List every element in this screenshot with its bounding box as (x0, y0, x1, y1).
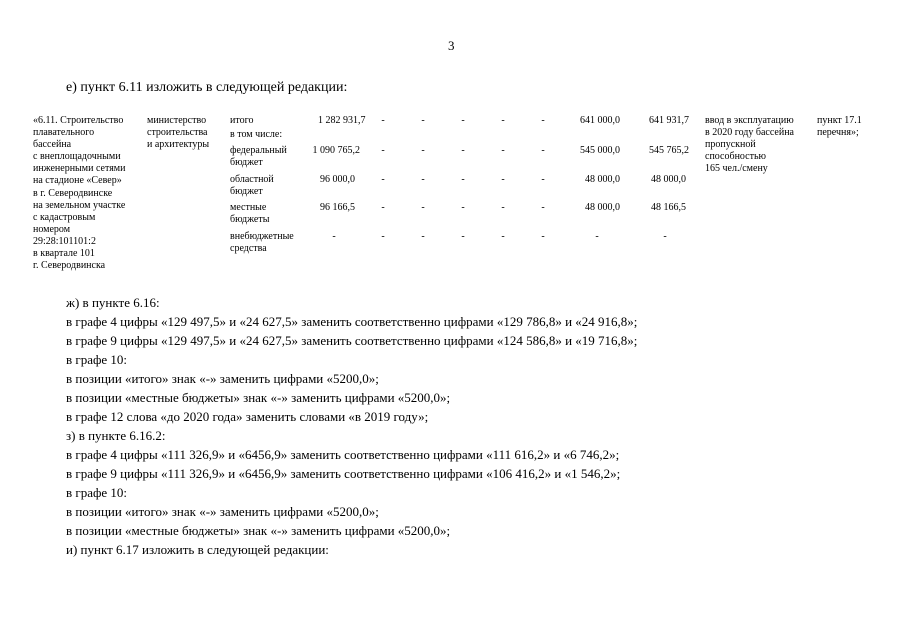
table-year-cell: - (381, 231, 385, 242)
table-total-cell: 1 282 931,7 (318, 115, 366, 126)
table-result-cell (705, 115, 794, 175)
table-2020-cell: 641 000,0 (580, 115, 620, 126)
text-line: «6.11. Строительство (33, 115, 124, 126)
text-line: итого (230, 115, 254, 126)
table-year-cell: - (501, 115, 505, 126)
paragraph-line: в графе 9 цифры «129 497,5» и «24 627,5» заменить соответственно цифрами «124 586,8» и «19 716,8»; (66, 333, 638, 348)
table-sum-cell: 641 931,7 (649, 115, 689, 126)
text-line: в квартале 101 (33, 248, 95, 260)
text-line: в 2020 году бассейна (705, 127, 794, 139)
table-year-cell: - (501, 202, 505, 213)
paragraph-line: в графе 12 слова «до 2020 года» заменить словами «в 2019 году»; (66, 409, 429, 424)
table-sum-cell: 48 166,5 (651, 202, 686, 213)
page-number: 3 (448, 38, 455, 53)
amendment-text (66, 293, 637, 559)
table-year-cell: - (461, 115, 465, 126)
text-line: на стадионе «Север» (33, 175, 122, 187)
table-sum-cell: - (663, 231, 667, 242)
table-source-cell (230, 174, 274, 198)
table-total-cell: 96 000,0 (320, 174, 355, 185)
table-ministry-cell (147, 115, 209, 151)
table-total-cell: 96 166,5 (320, 202, 355, 213)
section-heading: е) пункт 6.11 изложить в следующей редакции: (66, 80, 348, 95)
table-year-cell: - (381, 202, 385, 213)
text-line: 29:28:101101:2 (33, 235, 96, 247)
text-line: местные (230, 202, 267, 213)
table-year-cell: - (461, 202, 465, 213)
table-year-cell: - (461, 231, 465, 242)
table-sum-cell: 48 000,0 (651, 174, 686, 185)
text-line: бюджет (230, 186, 263, 198)
table-year-cell: - (461, 145, 465, 156)
table-year-cell: - (421, 145, 425, 156)
table-year-cell: - (421, 202, 425, 213)
text-line: в том числе: (230, 129, 283, 140)
table-year-cell: - (501, 174, 505, 185)
paragraph-line: ж) в пункте 6.16: (66, 295, 160, 310)
text-line: с внеплощадочными (33, 151, 121, 163)
paragraph-line: и) пункт 6.17 изложить в следующей редакции: (66, 542, 329, 557)
paragraph-line: в позиции «итого» знак «-» заменить цифрами «5200,0»; (66, 504, 379, 519)
text-line: строительства (147, 127, 208, 139)
paragraph-line: в графе 4 цифры «129 497,5» и «24 627,5» заменить соответственно цифрами «129 786,8» и «24 916,8»; (66, 314, 638, 329)
text-line: плавательного (33, 127, 95, 139)
table-source-cell (230, 145, 287, 169)
text-line: на земельном участке (33, 199, 126, 211)
text-line: в г. Северодвинске (33, 187, 113, 199)
table-source-cell (230, 115, 253, 127)
text-line: перечня»; (817, 127, 859, 139)
paragraph-line: в позиции «итого» знак «-» заменить цифрами «5200,0»; (66, 371, 379, 386)
text-line: пропускной (705, 139, 756, 151)
table-year-cell: - (541, 145, 545, 156)
text-line: пункт 17.1 (817, 115, 862, 126)
table-2020-cell: - (595, 231, 599, 242)
table-year-cell: - (381, 174, 385, 185)
table-year-cell: - (461, 174, 465, 185)
paragraph-line: в графе 4 цифры «111 326,9» и «6456,9» заменить соответственно цифрами «111 616,2» и «6 746,2»; (66, 447, 620, 462)
text-line: федеральный (230, 145, 287, 156)
paragraph-line: в графе 9 цифры «111 326,9» и «6456,9» заменить соответственно цифрами «106 416,2» и «1 546,2»; (66, 466, 621, 481)
table-total-cell: - (332, 231, 336, 242)
text-line: с кадастровым (33, 211, 96, 223)
table-2020-cell: 48 000,0 (585, 174, 620, 185)
text-line: номером (33, 223, 71, 235)
table-year-cell: - (541, 174, 545, 185)
table-2020-cell: 48 000,0 (585, 202, 620, 213)
paragraph-line: в графе 10: (66, 352, 128, 367)
text-line: инженерными сетями (33, 163, 126, 175)
table-source-cell (230, 202, 269, 226)
table-description-cell (33, 115, 125, 272)
text-line: средства (230, 243, 267, 255)
table-2020-cell: 545 000,0 (580, 145, 620, 156)
text-line: бюджет (230, 157, 263, 169)
table-year-cell: - (541, 115, 545, 126)
text-line: внебюджетные (230, 231, 294, 242)
table-sum-cell: 545 765,2 (649, 145, 689, 156)
text-line: бюджеты (230, 214, 270, 226)
table-year-cell: - (421, 231, 425, 242)
table-reference-cell (817, 115, 862, 139)
paragraph-line: в позиции «местные бюджеты» знак «-» заменить цифрами «5200,0»; (66, 523, 451, 538)
table-year-cell: - (501, 145, 505, 156)
text-line: министерство (147, 115, 207, 126)
text-line: г. Северодвинска (33, 260, 106, 272)
table-total-cell: 1 090 765,2 (312, 145, 360, 156)
table-year-cell: - (381, 145, 385, 156)
table-source-cell (230, 129, 282, 141)
table-year-cell: - (541, 202, 545, 213)
table-year-cell: - (381, 115, 385, 126)
text-line: способностью (705, 151, 767, 163)
table-year-cell: - (421, 174, 425, 185)
paragraph-line: в графе 10: (66, 485, 128, 500)
text-line: бассейна (33, 139, 72, 151)
paragraph-line: з) в пункте 6.16.2: (66, 428, 166, 443)
table-year-cell: - (421, 115, 425, 126)
text-line: ввод в эксплуатацию (705, 115, 794, 126)
text-line: областной (230, 174, 274, 185)
table-source-cell (230, 231, 294, 255)
paragraph-line: в позиции «местные бюджеты» знак «-» заменить цифрами «5200,0»; (66, 390, 451, 405)
text-line: 165 чел./смену (705, 163, 768, 175)
table-year-cell: - (541, 231, 545, 242)
text-line: и архитектуры (147, 139, 210, 151)
table-year-cell: - (501, 231, 505, 242)
